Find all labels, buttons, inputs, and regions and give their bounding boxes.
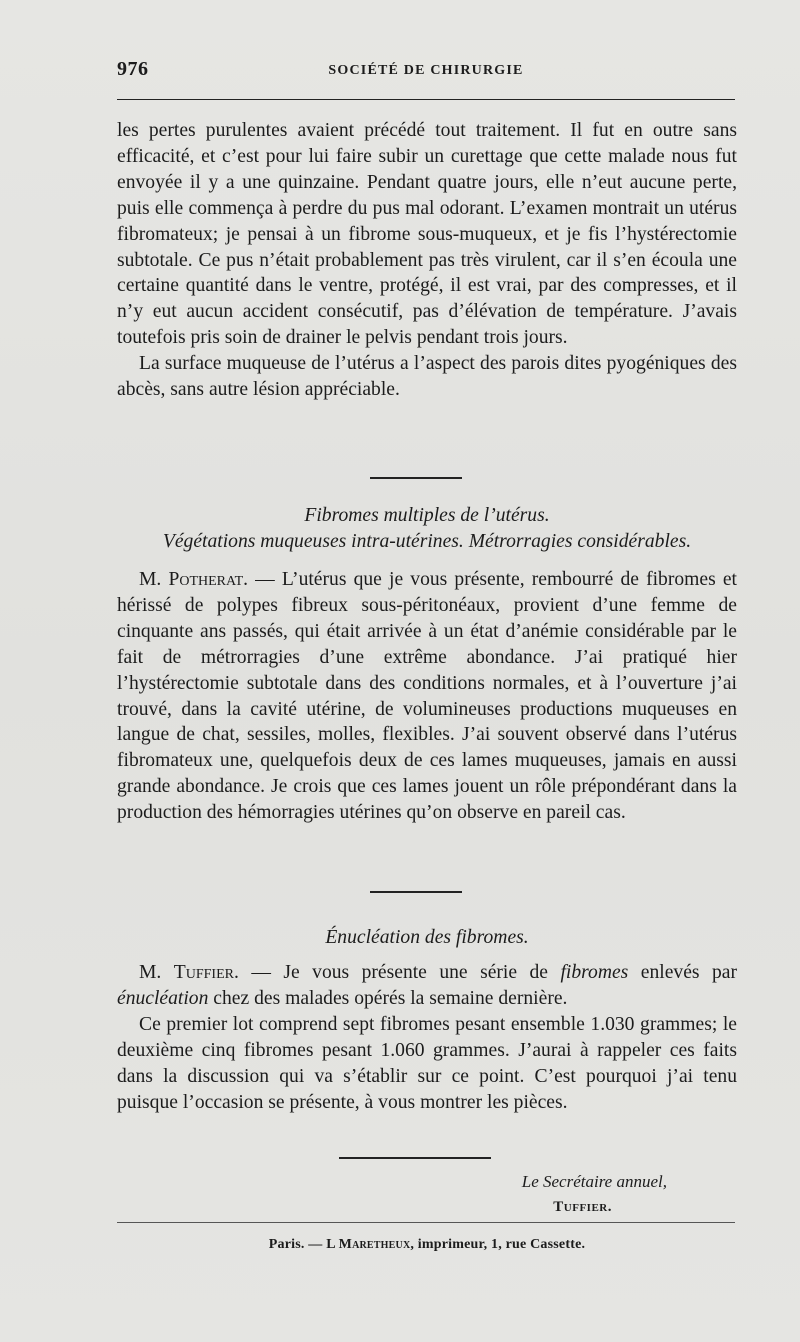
paragraph-text: chez des malades opérés la semaine dernière. [208, 987, 568, 1009]
section-3-title: Énucléation des fibromes. [325, 927, 529, 948]
printer-name: Maretheux [338, 1237, 411, 1252]
signature-name: Tuffier. [553, 1199, 612, 1215]
section-3-text [117, 960, 737, 1115]
section-2-title-line-1: Fibromes multiples de l’utérus. [304, 505, 550, 526]
section-divider [370, 477, 462, 479]
footer-rule [117, 1222, 735, 1223]
page-number: 976 [117, 58, 149, 80]
paragraph [117, 567, 737, 826]
section-2-title-line-2: Végétations muqueuses intra-utérines. Métrorragies considérables. [162, 531, 692, 552]
page-header [117, 58, 735, 88]
header-rule [117, 99, 735, 100]
paragraph-text: . — L’utérus que je vous présente, rembourré de fibromes et hérissé de polypes fibreux sous-péritonéaux, provient d’une femme de cinquante ans passés, qui était arrivée à un état d’anémie considérable par le fait de métrorragies d’une extrême abondance. J’ai pratiqué hier l’hystérectomie subtotale dans des conditions normales, et à l’ouverture j’ai trouvé, dans la cavité utérine, de volumineuses productions muqueuses en langue de chat, sessiles, molles, flexibles. J’ai souvent observé dans l’utérus fibromateux une, quelquefois deux de ces lames muqueuses, jamais en aussi grande abondance. Je crois que ces lames jouent un rôle prépondérant dans la production des hémorragies utérines qu’on observe en pareil cas. [117, 569, 737, 824]
section-divider [370, 891, 462, 893]
paragraph: La surface muqueuse de l’utérus a l’aspect des parois dites pyogéniques des abcès, sans autre lésion appréciable. [117, 353, 737, 401]
section-2-text [117, 567, 737, 826]
speaker-prefix: M. [139, 962, 174, 983]
signature-role: Le Secrétaire annuel, [521, 1172, 667, 1191]
speaker-name: Potherat [168, 569, 244, 590]
paragraph-text: . — Je vous présente une série de [233, 962, 561, 983]
paragraph: Ce premier lot comprend sept fibromes pesant ensemble 1.030 grammes; le deuxième cinq fibromes pesant 1.060 grammes. J’aurai à rappeler ces faits dans la discussion qui va s’établir sur ce point. C’est pourquoi j’ai tenu puisque l’occasion se présente, à vous montrer les pièces. [117, 1013, 737, 1113]
section-1-text [117, 118, 737, 403]
paragraph-text: enlevés par [628, 962, 737, 983]
emphasis: fibromes [560, 962, 629, 983]
paragraph: les pertes purulentes avaient précédé tout traitement. Il fut en outre sans efficacité, et c’est pour lui faire subir un curettage que cette malade nous fut envoyée il y a une quinzaine. Pendant quatre jours, elle n’eut aucune perte, puis elle commença à perdre du pus mal odorant. L’examen montrait un utérus fibromateux; je pensai à un fibrome sous-muqueux, et je fis l’hystérectomie subtotale. Ce pus n’était probablement pas très virulent, car il s’en écoula une certaine quantité dans le ventre, protégé, il est vrai, par des compresses, et il n’y eut aucun accident consécutif, pas d’élévation de température. J’avais toutefois pris soin de drainer le pelvis pendant trois jours. [117, 120, 737, 349]
speaker-name: Tuffier [173, 962, 234, 983]
emphasis: énucléation [117, 987, 209, 1009]
imprint-text: , imprimeur, 1, rue Cassette. [410, 1237, 586, 1252]
running-head: SOCIÉTÉ DE CHIRURGIE [328, 63, 524, 78]
speaker-prefix: M. [139, 569, 169, 590]
printer-imprint [117, 1237, 737, 1253]
paragraph [117, 960, 737, 1012]
signature-divider [339, 1157, 491, 1159]
imprint-text: Paris. — L [268, 1237, 339, 1252]
